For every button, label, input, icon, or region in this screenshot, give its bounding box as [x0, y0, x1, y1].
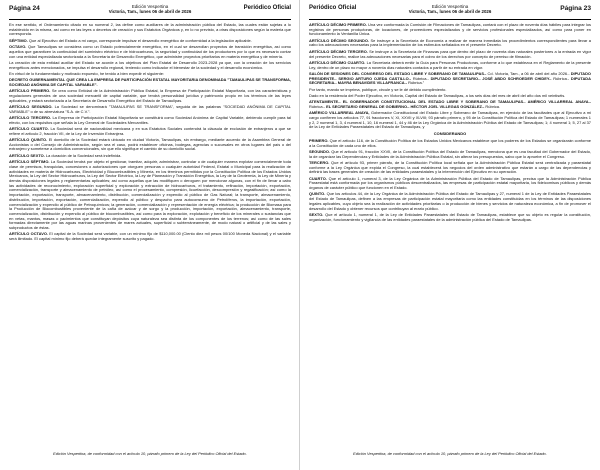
paragraph [309, 192, 591, 211]
paragraph [9, 72, 291, 77]
paragraph-text: Rúbrica. [484, 103, 501, 109]
paragraph-lead: ARTÍCULO SEGUNDO. [9, 103, 53, 109]
paragraph-lead: SALÓN DE SESIONES DEL CONGRESO DEL ESTADO LIBRE Y SOBERANO DE TAMAULIPAS.- [309, 70, 487, 76]
paragraph-lead: ARTÍCULO OCTAVO. [9, 231, 48, 237]
paragraph-text: Gobernador Constitucional del Estado Libre y Soberano de Tamaulipas, en ejercicio de las facultades que al Ejecutivo a mi cargo confieren los artículos 77, 91 fracciones V, XI, XXVII y XLVIII; 93 párrafo primero, y 95 de la Constitución Política del Estado de Tamaulipas; 1 numerales 1 y 2, 2 numeral 1, 3, 4 numeral 1, 10, 16 numeral 1, 44 y 46 de la Ley Orgánica de la Administración Pública del Estado de Tamaulipas; 1; 4 numeral 1; 5, 27 al 37 de la Ley de Entidades Paraestatales del Estado de Tamaulipas, y [309, 110, 591, 130]
paragraph [9, 23, 291, 37]
paragraph-lead: ARTÍCULO CUARTO. [9, 126, 49, 131]
paragraph [9, 105, 291, 114]
paragraph-lead: DIPUTADO PRESIDENTE.- SERGIO ARTURO OJEDA CASTILLO.- [309, 70, 591, 81]
paragraph-lead: SEGUNDO. [309, 148, 331, 154]
paragraph-lead: DIPUTADO SECRETARIO.- JOSÉ ABDO SCHROEDER CHIDEY.- [430, 75, 552, 81]
paragraph-lead: DECRETO GUBERNAMENTAL QUE CREA LA EMPRESA DE PARTICIPACIÓN ESTATAL MAYORITARIA DENOMINADA "TAMAULIPAS SE TRANSFORMA, SOCIEDAD ANÓNIMA DE CAPITAL VARIABLE". [9, 77, 291, 87]
date-line-left: Victoria, Tam., lunes 06 de abril de 2026 [108, 9, 192, 15]
page-number-left: Página 24 [9, 5, 40, 12]
paragraph-text: La Empresa de Participación Estatal Mayoritaria se constituirá como Sociedad Anónima de Capital Variable, debiendo cumplir para tal efecto, con los requisitos que señala la Ley General de Sociedades Mercantiles. [9, 114, 291, 125]
paragraph [309, 213, 591, 222]
paragraph [9, 232, 291, 241]
paragraph-text: Se instruye a la Secretaría de Finanzas para que dentro del plazo de noventa días naturales posteriores a la entrada en vigor del presente Decreto, realice las adecuaciones necesarias para el cobro de los derechos por concepto de permiso de filmación. [309, 48, 592, 59]
paragraph [9, 127, 291, 136]
journal-title-left: Periódico Oficial [243, 5, 291, 11]
paragraph [309, 23, 591, 37]
paragraph-text: Rúbrica.- [551, 75, 571, 81]
paragraph-lead: ARTÍCULO PRIMERO. [9, 88, 51, 94]
paragraph [309, 72, 591, 86]
paragraph-text: Una vez conformada la Comisión de Filmaciones de Tamaulipas, contará con el plazo de noventa días hábiles para integrar los registros de personas productoras, de locaciones, de proveedores especializados y de servicios profesionales especializados, así como para poner en funcionamiento la Ventanilla Única. [309, 22, 591, 37]
paragraph-text: Que el artículo 91, fracción XXVII, de la Constitución Política del Estado de Tamaulipas, menciona que es una facultad del Gobernador del Estado, la de organizar las Dependencias y Entidades de la Administración Pública Estatal, sin alterar los presupuestos, salvo que lo apruebe el Congreso. [309, 148, 591, 159]
paragraph-text: Que el artículo 1, numeral 3, de la Ley Orgánica de la Administración Pública del Estado de Tamaulipas, precisa que la Administración Pública Paraestatal está conformada por los organismos públicos descentralizados, las empresas de participación estatal mayoritaria, los fideicomisos públicos y demás órganos de carácter público que funcionen en el Estado. [309, 175, 591, 191]
paragraph-text: La duración de la Sociedad será indefinida. [44, 152, 122, 158]
paragraph-lead: ARTÍCULO QUINTO. [9, 137, 48, 143]
paragraph-lead: ARTÍCULO DÉCIMO TERCERO. [309, 48, 368, 54]
paragraph-text: La creación de esta entidad auxiliar del Estado se acorde a los objetivos del Plan Estatal de Desarrollo 2023-2028 ya que, con la creación de los servicios energéticos antes mencionados, se impulsa el desarrollo regional, teniendo como indicador el bienestar de la sociedad y el desarrollo económico. [9, 59, 291, 70]
paragraph-text: Que los artículos 44, de la Ley Orgánica de la Administración Pública del Estado de Tamaulipas y 27, numeral 1 de la Ley de Entidades Paraestatales del Estado de Tamaulipas, definen a las empresas de participación estatal mayoritaria como las entidades constituidas en los términos de las disposiciones legales aplicables, cuyo objeto sea la realización de actividades prioritarias o la producción de bienes y servicios de naturaleza económica, a fin de promover el desarrollo del Estado y obtener recursos que contribuyan al erario público. [309, 191, 591, 211]
paragraph-text: Se instruye a la Secretaría de Economía a realizar de manera inmediata los procedimientos correspondientes para llevar a cabo los adecuaciones necesarias para la implementación de los estímulos señalados en el presente Decreto. [309, 37, 591, 48]
edition-label-right: Edición Vespertina [431, 4, 469, 9]
paragraph [309, 94, 591, 99]
paragraph-lead: ARTÍCULO DÉCIMO SEGUNDO. [309, 37, 370, 43]
paragraph [309, 88, 591, 93]
page-footer-left: Edición Vespertina, de conformidad con el artículo 10, párrafo primero de la Ley del Periódico Oficial del Estado. [53, 451, 247, 456]
page-header-left [9, 4, 291, 20]
paragraph [9, 116, 291, 125]
paragraph-text: Rúbrica.- [411, 75, 431, 81]
paragraph-lead: ARTÍCULO SEXTO. [9, 152, 45, 158]
paragraph [9, 45, 291, 59]
paragraph-lead: PRIMERO. [309, 137, 329, 143]
paragraph-text: Que el artículo 116, de la Constitución Política de los Estados Unidos Mexicanos establece que los poderes de los Estados se organizarán conforme a la Constitución de cada uno de ellos. [309, 137, 591, 148]
paragraph-lead: AMÉRICO VILLARREAL ANAYA, [309, 110, 370, 116]
paragraph [309, 177, 591, 191]
paragraph-text: Que el artículo 1, numeral 1, de la Ley de Entidades Paraestatales del Estado de Tamaulipas, establece que su objeto es regular la constitución, organización, funcionamiento y vigilancia de las entidades paraestatales de la administración pública del Estado de Tamaulipas. [309, 211, 591, 222]
paragraph-text: La Sociedad será de nacionalidad mexicana y en sus Estatutos Sociales contendrá la cláusula de exclusión de extranjeros a que se refiere el artículo 2, fracción VII, de la Ley de Inversión Extranjera. [9, 126, 291, 136]
paragraph-lead: ARTÍCULO TERCERO. [9, 114, 52, 120]
paragraph [9, 78, 291, 87]
paragraph-lead: ARTÍCULO DÉCIMO CUARTO. [309, 59, 366, 65]
paragraph-text: El domicilio de la Sociedad estará ubicado en ciudad Victoria, Tamaulipas, sin embargo, mediante acuerdo de la Asamblea General de Accionistas o del Consejo de Administración, según sea el caso, podrá establecer oficinas, bodegas, agencias o sucursales en otros lugares del país o del extranjero y someterse a domicilios convencionales, sin que ello signifique el cambio de su domicilio social. [9, 137, 291, 152]
paragraph [9, 89, 291, 103]
paragraph-lead: DIPUTADA SECRETARIA.- MAYRA BENAVIDES VILLAFRANCA.- [309, 75, 591, 86]
paragraph-text: La Secretaría deberá emitir la Guía para Personas Productoras, conforme a lo que establezca en el Reglamento de la presente Ley, dentro de un plazo no mayor a noventa días naturales contados a partir de su entrada en vigor. [309, 59, 591, 70]
paragraph-text: En virtud de lo fundamentado y motivado expuesto, he tenido a bien expedir el siguiente: [9, 70, 164, 76]
paragraph-text: Por tanto, mando se imprima, publique, circule y se le dé debido cumplimiento. [309, 86, 447, 92]
paragraph-text: En ese sentido, el Ordenamiento citado en su numeral 2, las define como auxiliares de la administración pública del Estado, las cuales están sujetas a lo establecido en la misma, así como en las leyes o decretos de creación y sus Estatutos Orgánicos y, en lo no previsto, a otras disposiciones según la materia que corresponda. [9, 22, 291, 37]
paragraph-text: Que el artículo 93, primer párrafo, de la Constitución Política local señala que la Administración Pública Estatal será centralizada y paraestatal conforme a la Ley Orgánica que expida el Congreso, la cual establecerá los negocios del orden administrativo que estarán a cargo de las dependencias y definirá las bases generales de creación de las entidades paraestatales y la intervención del Ejecutivo en su operación. [309, 159, 591, 175]
paragraph-text: Que al Ejecutivo del Estado a mi cargo, corresponde impulsar el desarrollo energético de conformidad a la legislación aplicable. [27, 37, 252, 43]
page-number-right: Página 23 [560, 5, 591, 12]
paragraph-lead: ATENTAMENTE.- EL GOBERNADOR CONSTITUCIONAL DEL ESTADO LIBRE Y SOBERANO DE TAMAULIPAS.- AMÉRICO VILLARREAL ANAYA.- [309, 99, 591, 105]
page-body-right [309, 23, 591, 222]
paragraph-text: Dado en la residencia del Poder Ejecutivo, en Victoria, Capital del Estado de Tamaulipas, a los seis días del mes de abril del año dos mil veintiséis. [309, 92, 566, 98]
paragraph [309, 139, 591, 148]
paragraph-lead: EL SECRETARIO GENERAL DE GOBIERNO.- HÉCTOR JOEL VILLEGAS GONZÁLEZ.- [326, 103, 485, 109]
paragraph [309, 61, 591, 70]
paragraph-text: La Sociedad tendrá por objeto el gestionar, tramitar, adquirir, administrar, controlar o de cualquier manera explotar comercialmente toda clase de permisos, franquicias, concesiones o autorizaciones que otorguen personas o cualquier autoridad Federal, Estatal o Municipal para la realización de actividades en materia de Hidrocarburos, Electricidad y Biocombustibles y Minería, en los términos permitidos por la Constitución Política de los Estados Unidos Mexicanos, la Ley del Sector Hidrocarburos, la Ley del Sector Eléctrico, la Ley de Planeación y Transición Energética, la Ley de la Geotermia, la Ley de Minería y demás disposiciones legales y reglamentarias aplicables; así como aquellas que las modifiquen o deroguen por mencionar algunas, con el fin de llevar a cabo las actividades de reconocimiento, exploración superficial y exploración y extracción de hidrocarburos, el tratamiento, refinación, importación, exportación, comercialización, transporte y almacenamiento de petróleo, así como el procesamiento, compresión, licuefacción, descompresión y regasificación; así como la importación, exportación, transporte, almacenamiento, distribución, comercialización y expendio al público de Gas Natural; la transporte, almacenamiento, distribución, importación, exportación, comercialización, expendio al público y despacho para autoconsumo de Petrolíferos, la importación, exportación, comercialización y expendio al público de Petroquímicos; la generación, comercialización y representación de energía eléctrica; la producción de Biomasa para la Producción de Biocombustibles proveniente de la caña de azúcar y de sorgo y la producción, importación, exportación, almacenamiento, transporte, comercialización, distribución y expendio al público de biocombustibles, así como para la exploración, explotación y beneficio de los minerales o sustancias que en vetas, mantos, masas o yacimientos que constituyan depósitos cuya naturaleza sea distinta de los componentes de los terrenos; así como de las sales formadas directamente por las aguas marinas provenientes de mares actuales, superficial o subterráneamente, de modo natural o artificial y de las sales y subproductos de éstas. [9, 159, 291, 231]
paragraph-text: Rúbrica." [407, 80, 425, 86]
journal-title-right: Periódico Oficial [309, 5, 357, 11]
paragraph-text: Cd. Victoria, Tam., a 06 de abril del año 2026.- [486, 70, 571, 76]
paragraph-lead: SEXTO. [309, 211, 324, 217]
paragraph-text: La Sociedad se denominará "TAMAULIPAS SE TRANSFORMA", seguida de las palabras "SOCIEDAD ANÓNIMA DE CAPITAL VARIABLE" o de su abreviatura "S.A. de C.V.". [9, 103, 291, 114]
paragraph [9, 160, 291, 231]
paragraph-lead: QUINTO. [309, 191, 326, 197]
paragraph [309, 39, 591, 48]
paragraph-text: Que Tamaulipas se considera como un Estado potencialmente energético, en el cual se desarrollan proyectos de transición energética, así como aquellos que garanticen la continuidad del suministro eléctrico e de hidrocarburos, la seguridad y continuidad de los productores por lo que es necesario contar con una entidad especializada sectorizada a la Secretaría de Desarrollo Energético, que administre proyectos prioritarios en materia energética y de minería. [9, 44, 291, 59]
date-line-right: Victoria, Tam., lunes 06 de abril de 2026 [408, 9, 492, 15]
paragraph [309, 150, 591, 159]
paragraph-text: Se crea como Entidad de la Administración Pública Estatal, la Empresa de Participación Estatal Mayoritaria, con las características y regulaciones generales de una sociedad mercantil de capital variable, que tendrá personalidad jurídica y patrimonio propio en los términos de las leyes aplicables, y estará sectorizada a la Secretaría de Desarrollo Energético del Estado de Tamaulipas. [9, 88, 292, 103]
page-right [300, 0, 600, 470]
page-footer-right: Edición Vespertina, de conformidad con el artículo 10, párrafo primero de la Ley del Periódico Oficial del Estado. [353, 451, 547, 456]
paragraph [309, 111, 591, 130]
paragraph [309, 50, 591, 59]
paragraph-lead: OCTAVO. [9, 44, 27, 50]
page-header-right [309, 4, 591, 20]
paragraph-lead: CUARTO. [309, 175, 327, 181]
paragraph [309, 100, 591, 109]
page-body-left [9, 23, 291, 242]
paragraph [9, 39, 291, 44]
paragraph-lead: SÉPTIMO. [9, 37, 28, 43]
paragraph-lead: ARTÍCULO DÉCIMO PRIMERO. [309, 22, 367, 27]
paragraph [9, 138, 291, 152]
edition-label-left: Edición Vespertina [131, 4, 169, 9]
paragraph-text: Rúbrica.- [309, 103, 327, 109]
paragraph-text: El capital de la Sociedad será variable, con un mínimo fijo de $110,000.00 (Ciento diez mil pesos 00/100 Moneda Nacional) y el variable será ilimitado. El capital mínimo fijo deberá quedar íntegramente suscrito y pagado. [9, 231, 291, 242]
paragraph-lead: ARTÍCULO SÉPTIMO. [9, 159, 50, 165]
paragraph [9, 154, 291, 159]
edition-block-right [309, 4, 591, 14]
paragraph-lead: TERCERO. [309, 159, 330, 165]
section-heading: CONSIDERANDO [433, 131, 467, 137]
paragraph [9, 61, 291, 70]
paragraph [309, 161, 591, 175]
